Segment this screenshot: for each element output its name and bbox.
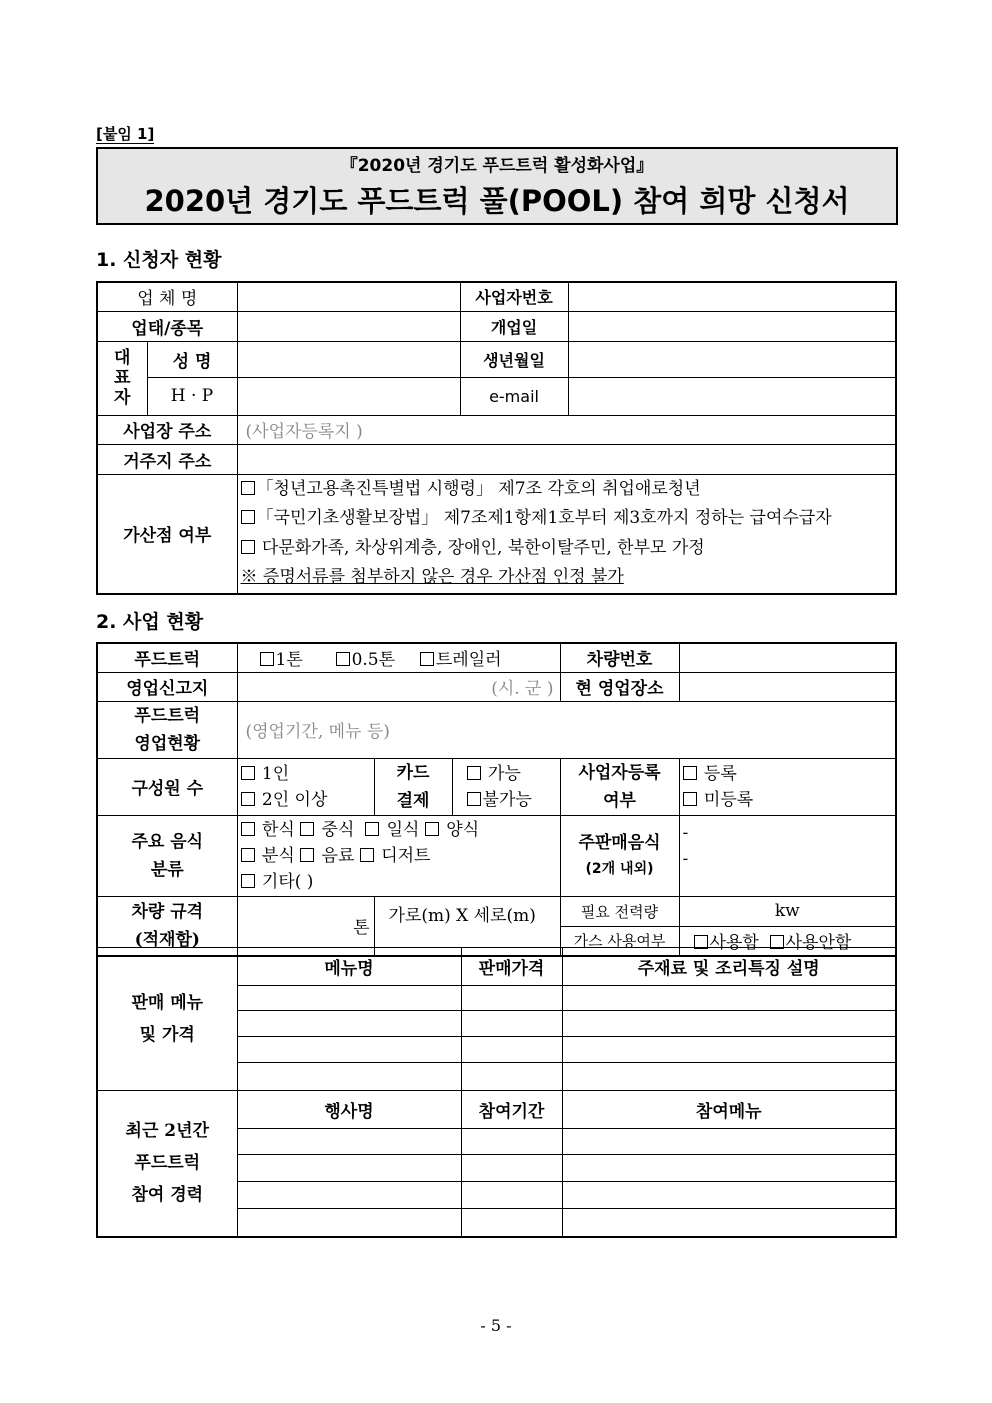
biz-type-input[interactable] <box>237 311 460 341</box>
checkbox-icon[interactable] <box>365 822 379 836</box>
truck-type-options: 1톤 0.5톤 트레일러 <box>237 643 560 672</box>
dims-input[interactable]: 가로(m) X 세로(m) <box>374 896 560 956</box>
history-cell[interactable] <box>461 1155 562 1182</box>
company-name-input[interactable] <box>237 282 460 311</box>
representative-label: 대 표 자 <box>97 341 147 415</box>
power-input[interactable]: kw <box>679 896 896 926</box>
name-input[interactable] <box>237 341 460 377</box>
email-label: e-mail <box>460 377 568 415</box>
checkbox-icon[interactable] <box>300 822 314 836</box>
open-date-input[interactable] <box>568 311 896 341</box>
biz-type-label: 업태/종목 <box>97 311 237 341</box>
checkbox-icon[interactable] <box>683 766 697 780</box>
menu-header-price: 판매가격 <box>461 948 562 986</box>
current-place-label: 현 영업장소 <box>560 672 679 701</box>
history-header-event: 행사명 <box>237 1091 461 1129</box>
card-label: 카드 결제 <box>374 758 452 815</box>
menu-header-desc: 주재료 및 조리특징 설명 <box>562 948 896 986</box>
history-cell[interactable] <box>461 1209 562 1237</box>
report-area-label: 영업신고지 <box>97 672 237 701</box>
vehicle-no-label: 차량번호 <box>560 643 679 672</box>
bonus-option-multicultural[interactable]: 다문화가족, 차상위계층, 장애인, 북한이탈주민, 한부모 가정 <box>241 534 893 564</box>
applicant-table <box>96 281 897 595</box>
menu-cell[interactable] <box>562 1037 896 1063</box>
hp-input[interactable] <box>237 377 460 415</box>
name-label: 성 명 <box>147 341 237 377</box>
business-no-label: 사업자번호 <box>460 282 568 311</box>
biz-reg-option-no[interactable]: 미등록 <box>683 787 893 813</box>
business-table <box>96 642 897 957</box>
status-input[interactable]: (영업기간, 메뉴 등) <box>237 701 896 758</box>
biz-reg-options <box>679 758 896 815</box>
page-number: - 5 - <box>480 1316 512 1335</box>
current-place-input[interactable] <box>679 672 896 701</box>
members-option-2[interactable]: 2인 이상 <box>238 787 375 813</box>
menu-cell[interactable] <box>461 1037 562 1063</box>
history-label: 최근 2년간 푸드트럭 참여 경력 <box>97 1091 237 1237</box>
company-name-label: 업 체 명 <box>97 282 237 311</box>
checkbox-icon[interactable] <box>336 652 350 666</box>
gas-options: 사용함 사용안함 <box>679 926 896 956</box>
history-header-menu: 참여메뉴 <box>562 1091 896 1129</box>
power-label: 필요 전력량 <box>560 896 679 926</box>
checkbox-icon[interactable] <box>420 652 434 666</box>
title-main: 2020년 경기도 푸드트럭 풀(POOL) 참여 희망 신청서 <box>144 184 850 218</box>
checkbox-icon[interactable] <box>241 822 255 836</box>
business-no-input[interactable] <box>568 282 896 311</box>
bonus-option-welfare[interactable]: 「국민기초생활보장법」 제7조제1항제1호부터 제3호까지 정하는 급여수급자 <box>241 504 893 534</box>
section2-heading: 2. 사업 현황 <box>96 611 204 633</box>
checkbox-icon[interactable] <box>241 481 255 495</box>
checkbox-icon[interactable] <box>360 848 374 862</box>
checkbox-icon[interactable] <box>241 874 255 888</box>
checkbox-icon[interactable] <box>260 652 274 666</box>
checkbox-icon[interactable] <box>241 540 255 554</box>
checkbox-icon[interactable] <box>241 792 255 806</box>
food-category-label: 주요 음식 분류 <box>97 815 237 896</box>
home-address-label: 거주지 주소 <box>97 444 237 474</box>
card-options <box>452 758 560 815</box>
biz-address-input[interactable]: (사업자등록지 ) <box>237 415 896 444</box>
menu-cell[interactable] <box>562 1011 896 1037</box>
menu-cell[interactable] <box>237 986 461 1011</box>
vehicle-spec-label: 차량 규격 (적재함) <box>97 896 237 956</box>
history-cell[interactable] <box>562 1155 896 1182</box>
checkbox-icon[interactable] <box>467 792 481 806</box>
attachment-label: [붙임 1] <box>96 125 155 143</box>
history-cell[interactable] <box>237 1182 461 1209</box>
checkbox-icon[interactable] <box>467 766 481 780</box>
menu-history-table <box>96 947 897 1238</box>
main-food-label: 주판매음식 (2개 내외) <box>560 815 679 896</box>
history-cell[interactable] <box>237 1129 461 1155</box>
title-box <box>96 147 898 225</box>
history-cell[interactable] <box>237 1155 461 1182</box>
menu-cell[interactable] <box>562 986 896 1011</box>
title-sub: 『2020년 경기도 푸드트럭 활성화사업』 <box>340 156 654 176</box>
gas-label: 가스 사용여부 <box>560 926 679 956</box>
history-cell[interactable] <box>237 1209 461 1237</box>
checkbox-icon[interactable] <box>241 510 255 524</box>
vehicle-no-input[interactable] <box>679 643 896 672</box>
bonus-label: 가산점 여부 <box>97 474 237 594</box>
history-cell[interactable] <box>461 1129 562 1155</box>
open-date-label: 개업일 <box>460 311 568 341</box>
menu-cell[interactable] <box>237 1063 461 1091</box>
checkbox-icon[interactable] <box>241 848 255 862</box>
menu-cell[interactable] <box>461 1011 562 1037</box>
menu-cell[interactable] <box>237 1037 461 1063</box>
report-area-input[interactable]: (시. 군 ) <box>237 672 560 701</box>
main-food-input[interactable]: - - <box>679 815 896 896</box>
hp-label: H · P <box>147 377 237 415</box>
card-option-no[interactable]: 불가능 <box>467 787 557 813</box>
members-label: 구성원 수 <box>97 758 237 815</box>
menu-cell[interactable] <box>461 986 562 1011</box>
members-option-1[interactable]: 1인 <box>238 761 375 787</box>
menu-cell[interactable] <box>461 1063 562 1091</box>
checkbox-icon[interactable] <box>241 766 255 780</box>
history-cell[interactable] <box>562 1129 896 1155</box>
section1-heading: 1. 신청자 현황 <box>96 249 222 271</box>
bonus-options <box>237 474 896 594</box>
home-address-input[interactable] <box>237 444 896 474</box>
history-header-period: 참여기간 <box>461 1091 562 1129</box>
history-cell[interactable] <box>562 1209 896 1237</box>
history-cell[interactable] <box>562 1182 896 1209</box>
ton-input[interactable]: 톤 <box>237 896 374 956</box>
bonus-option-youth[interactable]: 「청년고용촉진특별법 시행령」 제7조 각호의 취업애로청년 <box>241 475 893 505</box>
food-category-options: 한식 중식 일식 양식 분식 음료 디저트 기타( ) <box>237 815 560 896</box>
menu-cell[interactable] <box>237 1011 461 1037</box>
foodtruck-label: 푸드트럭 <box>97 643 237 672</box>
birth-input[interactable] <box>568 341 896 377</box>
history-cell[interactable] <box>461 1182 562 1209</box>
email-input[interactable] <box>568 377 896 415</box>
biz-reg-option-yes[interactable]: 등록 <box>683 761 893 787</box>
menu-header-name: 메뉴명 <box>237 948 461 986</box>
menu-cell[interactable] <box>562 1063 896 1091</box>
checkbox-icon[interactable] <box>425 822 439 836</box>
status-label: 푸드트럭 영업현황 <box>97 701 237 758</box>
checkbox-icon[interactable] <box>300 848 314 862</box>
menu-label: 판매 메뉴 및 가격 <box>97 948 237 1091</box>
checkbox-icon[interactable] <box>683 792 697 806</box>
biz-address-label: 사업장 주소 <box>97 415 237 444</box>
card-option-yes[interactable]: 가능 <box>467 761 557 787</box>
biz-reg-label: 사업자등록 여부 <box>560 758 679 815</box>
members-options <box>237 758 374 815</box>
birth-label: 생년월일 <box>460 341 568 377</box>
bonus-note: ※ 증명서류를 첨부하지 않은 경우 가산점 인정 불가 <box>240 567 624 587</box>
